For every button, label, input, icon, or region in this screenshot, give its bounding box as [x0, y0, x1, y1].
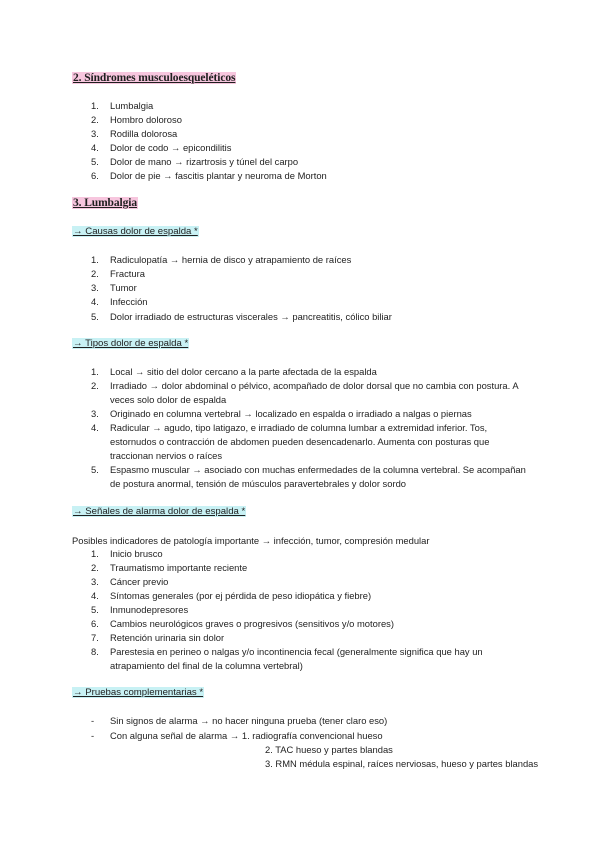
- list-text: Lumbalgia: [110, 100, 154, 111]
- list-text: Irradiado → dolor abdominal o pélvico, acompañado de dolor dorsal que no cambia con postura. A: [110, 380, 519, 391]
- list-number: 7.: [91, 632, 99, 643]
- list-text: Parestesia en perineo o nalgas y/o incontinencia fecal (generalmente significa que hay un: [110, 646, 483, 657]
- list-text: Sin signos de alarma → no hacer ninguna prueba (tener claro eso): [110, 715, 388, 726]
- list-text-cont: atrapamiento del final de la columna vertebral): [110, 660, 303, 671]
- list-text: Originado en columna vertebral → localizado en espalda o irradiado a nalgas o piernas: [110, 408, 472, 419]
- subheading-tipos: → Tipos dolor de espalda *: [73, 338, 189, 349]
- list-number: 3.: [91, 408, 99, 419]
- subheading-senales: → Señales de alarma dolor de espalda *: [73, 506, 246, 517]
- list-number: 3.: [91, 576, 99, 587]
- list-number: 5.: [91, 464, 99, 475]
- list-number: 6.: [91, 170, 99, 181]
- section-heading-sindromes: 2. Síndromes musculoesqueléticos: [73, 72, 236, 84]
- list-number: 4.: [91, 142, 99, 153]
- list-number: 1.: [91, 254, 99, 265]
- senales-intro: Posibles indicadores de patología importante → infección, tumor, compresión medular: [72, 535, 430, 546]
- list-number: 2.: [91, 268, 99, 279]
- section-heading-lumbalgia: 3. Lumbalgia: [73, 197, 137, 209]
- list-number: 5.: [91, 604, 99, 615]
- list-text: Tumor: [110, 282, 137, 293]
- list-text: Radicular → agudo, tipo latigazo, e irradiado de columna lumbar a extremidad inferior. Tos,: [110, 422, 488, 433]
- list-text: Espasmo muscular → asociado con muchas enfermedades de la columna vertebral. Se acompañan: [110, 464, 526, 475]
- bullet-dash: -: [91, 715, 95, 726]
- list-number: 1.: [91, 548, 99, 559]
- bullet-dash: -: [91, 730, 95, 741]
- list-number: 5.: [91, 311, 99, 322]
- list-number: 1.: [91, 366, 99, 377]
- list-text: Cáncer previo: [110, 576, 169, 587]
- list-number: 4.: [91, 296, 99, 307]
- list-text: Dolor de mano → rizartrosis y túnel del carpo: [110, 156, 299, 167]
- list-text: Inicio brusco: [110, 548, 163, 559]
- list-text: Local → sitio del dolor cercano a la parte afectada de la espalda: [110, 366, 377, 377]
- list-number: 6.: [91, 618, 99, 629]
- list-text: Radiculopatía → hernia de disco y atrapamiento de raíces: [110, 254, 352, 265]
- list-text: Síntomas generales (por ej pérdida de peso idiopática y fiebre): [110, 590, 372, 601]
- list-text: Hombro doloroso: [110, 114, 182, 125]
- list-text: Retención urinaria sin dolor: [110, 632, 225, 643]
- list-number: 4.: [91, 590, 99, 601]
- list-number: 2.: [91, 562, 99, 573]
- list-text: Rodilla dolorosa: [110, 128, 178, 139]
- list-text-cont: estornudos o contracción de abdomen pueden desencadenarlo. Aumenta con posturas que: [110, 436, 490, 447]
- list-number: 4.: [91, 422, 99, 433]
- list-text: Con alguna señal de alarma → 1. radiografía convencional hueso: [110, 730, 383, 741]
- list-number: 2.: [91, 380, 99, 391]
- list-number: 8.: [91, 646, 99, 657]
- list-text: Infección: [110, 296, 148, 307]
- list-text-cont: traccionan nervios o raíces: [110, 450, 223, 461]
- list-number: 3.: [91, 282, 99, 293]
- list-text: Cambios neurológicos graves o progresivos (sensitivos y/o motores): [110, 618, 394, 629]
- list-text: Dolor de codo → epicondilitis: [110, 142, 232, 153]
- list-text: Traumatismo importante reciente: [110, 562, 248, 573]
- list-number: 1.: [91, 100, 99, 111]
- subheading-pruebas: → Pruebas complementarias *: [73, 687, 204, 698]
- list-text-cont: de postura anormal, tensión de músculos paravertebrales y dolor sordo: [110, 478, 406, 489]
- subheading-causas: → Causas dolor de espalda *: [73, 226, 198, 237]
- list-text: Fractura: [110, 268, 145, 279]
- list-number: 5.: [91, 156, 99, 167]
- list-text: Dolor irradiado de estructuras viscerales → pancreatitis, cólico biliar: [110, 311, 392, 322]
- list-text-cont: 3. RMN médula espinal, raíces nerviosas, hueso y partes blandas: [265, 758, 539, 769]
- list-number: 2.: [91, 114, 99, 125]
- list-text-cont: 2. TAC hueso y partes blandas: [265, 744, 393, 755]
- list-number: 3.: [91, 128, 99, 139]
- list-text-cont: veces solo dolor de espalda: [110, 394, 227, 405]
- list-text: Dolor de pie → fascitis plantar y neuroma de Morton: [110, 170, 327, 181]
- list-text: Inmunodepresores: [110, 604, 189, 615]
